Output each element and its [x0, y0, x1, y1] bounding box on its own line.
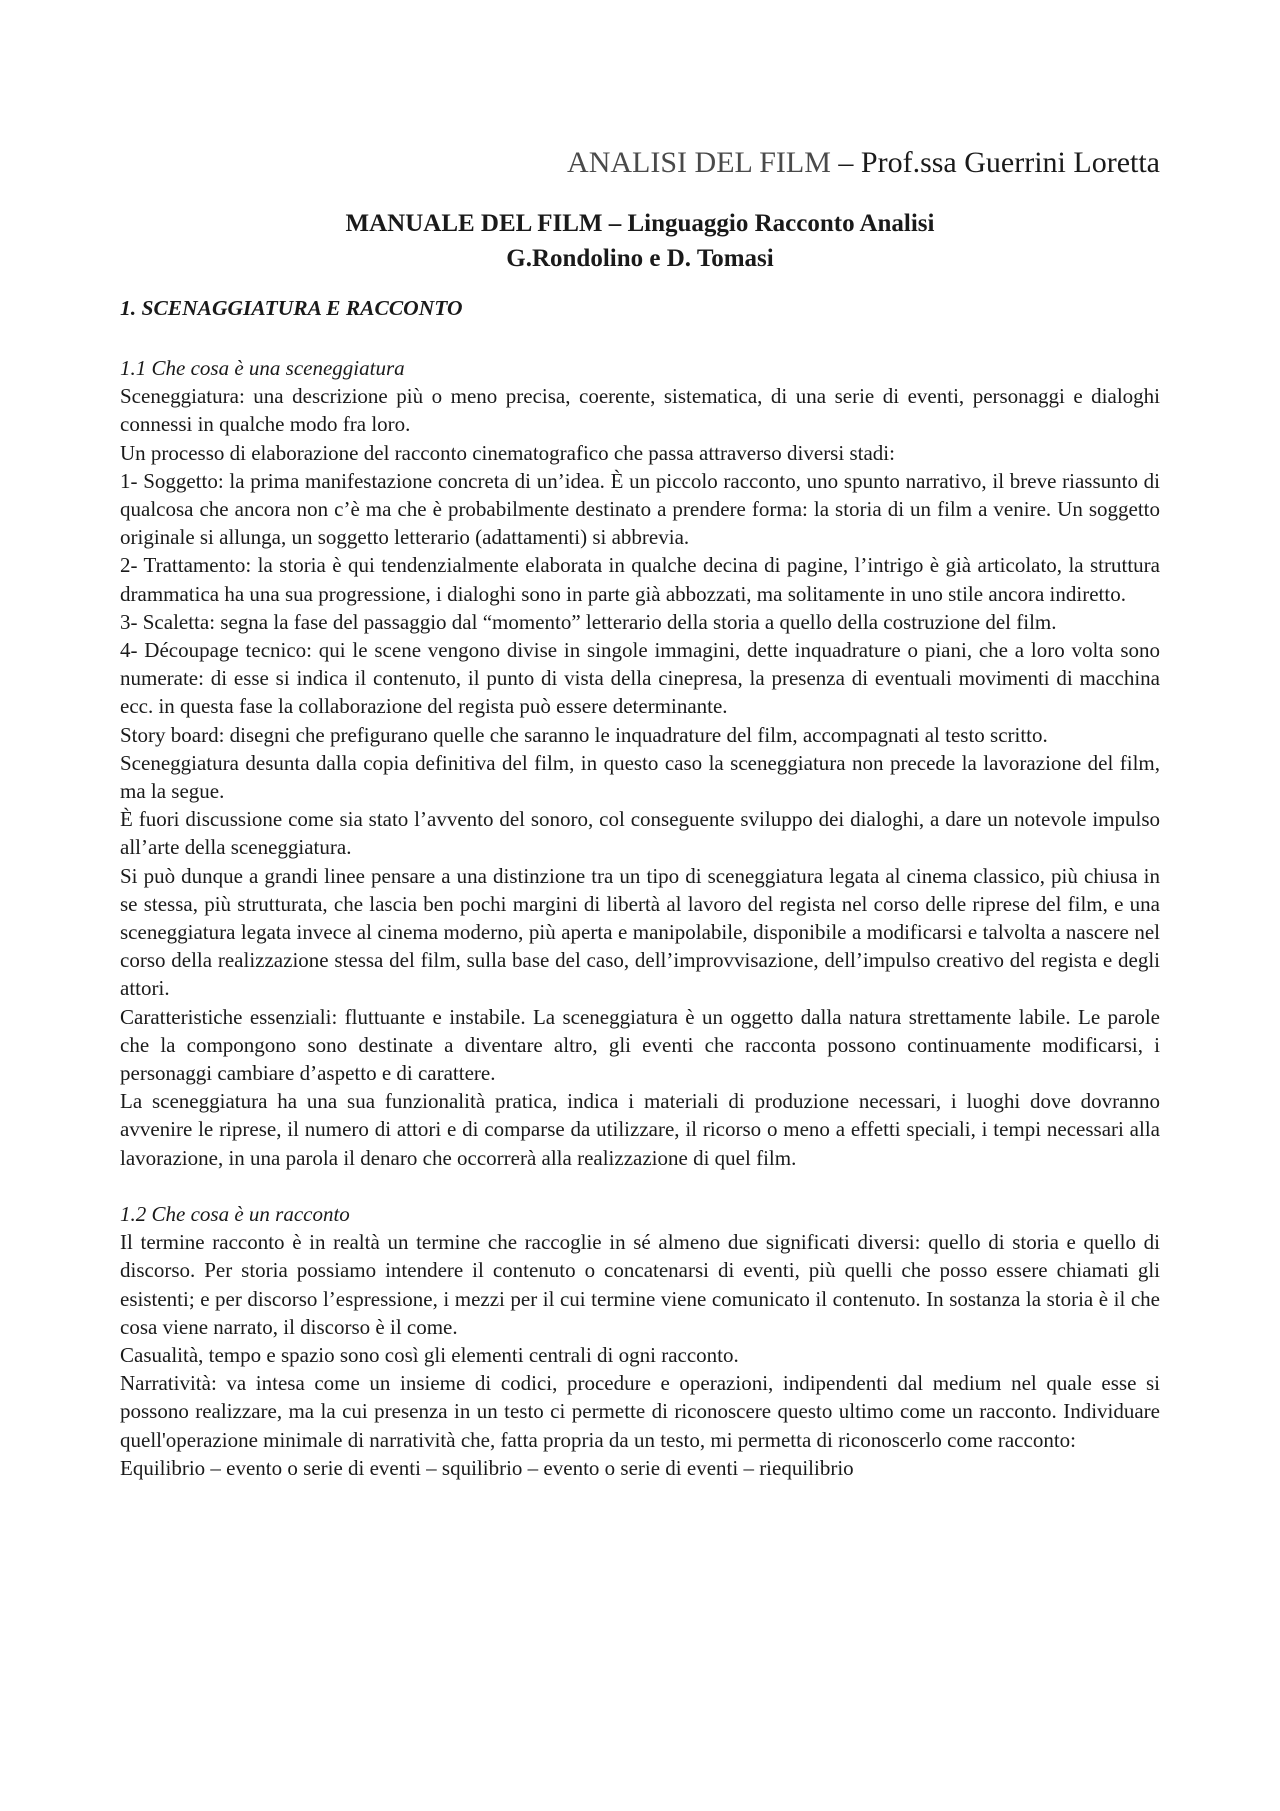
section-heading: 1.1 Che cosa è una sceneggiatura	[120, 356, 405, 380]
book-title	[120, 206, 1160, 276]
paragraph: Caratteristiche essenziali: fluttuante e instabile. La sceneggiatura è un oggetto dalla natura strettamente labile. Le parole che la compongono sono destinate a diventare altro, gli eventi che racconta possono continuamente modificarsi, i personaggi cambiare d’aspetto e di carattere.	[120, 1004, 1160, 1086]
paragraph: Story board: disegni che prefigurano quelle che saranno le inquadrature del film, accompagnati al testo scritto.	[120, 722, 1048, 747]
section-heading: 1.2 Che cosa è un racconto	[120, 1201, 350, 1226]
chapter-heading: 1. SCENAGGIATURA E RACCONTO	[120, 296, 463, 320]
paragraph: Sceneggiatura desunta dalla copia definitiva del film, in questo caso la sceneggiatura non precede la lavorazione del film, ma la segue.	[120, 750, 1160, 804]
book-authors-line: G.Rondolino e D. Tomasi	[506, 245, 774, 272]
book-title-line: MANUALE DEL FILM – Linguaggio Racconto Analisi	[345, 210, 935, 237]
paragraph: Casualità, tempo e spazio sono così gli elementi centrali di ogni racconto.	[120, 1342, 739, 1367]
paragraph: Un processo di elaborazione del racconto cinematografico che passa attraverso diversi stadi:	[120, 440, 895, 465]
paragraph: La sceneggiatura ha una sua funzionalità pratica, indica i materiali di produzione necessari, i luoghi dove dovranno avvenire le riprese, il numero di attori e di comparse da utilizzare, il ricorso o meno a effetti speciali, i tempi necessari alla lavorazione, in una parola il denaro che occorrerà alla realizzazione di quel film.	[120, 1089, 1160, 1170]
paragraph: 2- Trattamento: la storia è qui tendenzialmente elaborata in qualche decina di pagine, l’intrigo è già articolato, la struttura drammatica ha una sua progressione, i dialoghi sono in parte già abbozzati, ma solitamente in uno stile ancora indiretto.	[120, 553, 1160, 606]
paragraph: Narratività: va intesa come un insieme di codici, procedure e operazioni, indipendenti dal medium nel quale esse si possono realizzare, ma la cui presenza in un testo ci permette di riconoscere questo ultimo come un racconto. Individuare quell'operazione minimale di narratività che, fatta propria da un testo, mi permetta di riconoscerlo come racconto:	[120, 1371, 1160, 1452]
course-title-professor: – Prof.ssa Guerrini Loretta	[830, 146, 1160, 179]
paragraph: 3- Scaletta: segna la fase del passaggio dal “momento” letterario della storia a quello della costruzione del film.	[120, 609, 1057, 634]
paragraph: È fuori discussione come sia stato l’avvento del sonoro, col conseguente sviluppo dei dialoghi, a dare un notevole impulso all’arte della sceneggiatura.	[120, 807, 1160, 860]
paragraph: Equilibrio – evento o serie di eventi – squilibrio – evento o serie di eventi – riequilibrio	[120, 1455, 854, 1480]
paragraph: Il termine racconto è in realtà un termine che raccoglie in sé almeno due significati diversi: quello di storia e quello di discorso. Per storia possiamo intendere il contenuto o concatenarsi di eventi, più quelli che posso essere chiamati gli esistenti; e per discorso l’espressione, i mezzi per il cui termine viene comunicato il contenuto. In sostanza la storia è il che cosa viene narrato, il discorso è il come.	[120, 1230, 1160, 1339]
course-title-main: ANALISI DEL FILM	[567, 146, 831, 179]
course-title	[120, 145, 1160, 181]
section-story	[120, 1200, 1160, 1482]
paragraph: Sceneggiatura: una descrizione più o meno precisa, coerente, sistematica, di una serie di eventi, personaggi e dialoghi connessi in qualche modo fra loro.	[120, 384, 1160, 437]
paragraph: 4- Découpage tecnico: qui le scene vengono divise in singole immagini, dette inquadrature o piani, che a loro volta sono numerate: di esse si indica il contenuto, il punto di vista della cinepresa, la presenza di eventuali movimenti di macchina ecc. in questa fase la collaborazione del regista può essere determinante.	[120, 638, 1160, 719]
section-screenplay	[120, 354, 1160, 1172]
paragraph: Si può dunque a grandi linee pensare a una distinzione tra un tipo di sceneggiatura legata al cinema classico, più chiusa in se stessa, più strutturata, che lascia ben pochi margini di libertà al lavoro del regista nel corso delle riprese del film, e una sceneggiatura legata invece al cinema moderno, più aperta e manipolabile, disponibile a modificarsi e talvolta a nascere nel corso della realizzazione stessa del film, sulla base del caso, dell’improvvisazione, dell’impulso creativo del regista e degli attori.	[120, 863, 1160, 1001]
paragraph: 1- Soggetto: la prima manifestazione concreta di un’idea. È un piccolo racconto, uno spunto narrativo, il breve riassunto di qualcosa che ancora non c’è ma che è probabilmente destinato a prendere forma: la storia di un film a venire. Un soggetto originale si allunga, un soggetto letterario (adattamenti) si abbrevia.	[120, 468, 1160, 550]
document-page	[120, 145, 1160, 1482]
